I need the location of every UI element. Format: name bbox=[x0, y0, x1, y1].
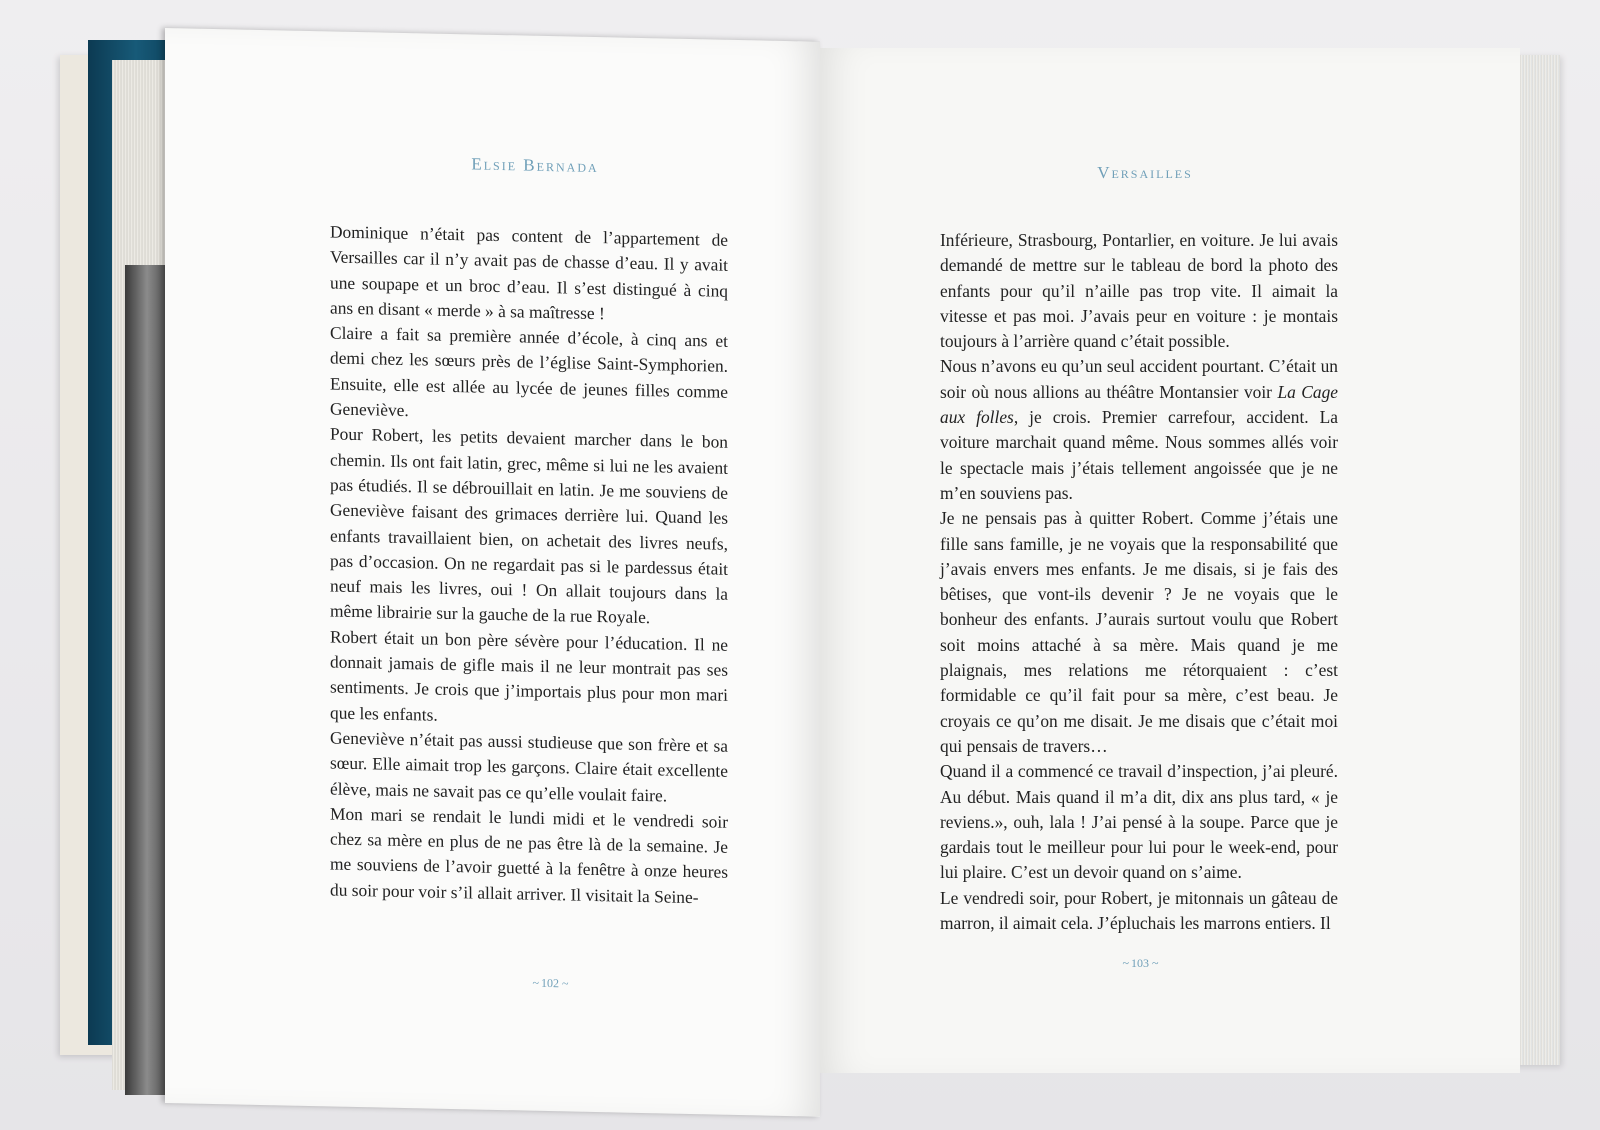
folio-ornament-left: ~ bbox=[532, 975, 538, 990]
right-paragraph-5: Le vendredi soir, pour Robert, je mitonnais un gâteau de marron, il aimait cela. J’épluchais les marrons entiers. Il bbox=[940, 887, 1338, 934]
left-paragraph-6: Mon mari se rendait le lundi midi et le vendredi soir chez sa mère en plus de ne pas être là de la semaine. Je me souviens de l’avoir guetté à la fenêtre à onze heures du soir pour voir s’il allait arriver. Il visitait la Seine- bbox=[330, 803, 728, 907]
left-paragraph-1: Dominique n’était pas content de l’appartement de Versailles car il n’y avait pas de chasse d’eau. Il y avait une soupape et un broc d’eau. Il s’est distingué à cinq ans en disant « merde » à sa maîtresse ! bbox=[330, 221, 728, 324]
right-paragraph-2-end: , je crois. Premier carrefour, accident. La voiture marchait quand même. Nous sommes allés voir le spectacle mais j’étais tellement angoissée que je ne m’en souviens pas. bbox=[940, 407, 1338, 503]
play-title: La Cage aux folles bbox=[940, 381, 1338, 428]
right-paragraph-3: Je ne pensais pas à quitter Robert. Comme j’étais une fille sans famille, je ne voyais que la responsabilité que j’avais envers mes enfants. Je me disais, si je fais des bêtises, que vont-ils devenir ? Je ne voyais que le bonheur des enfants. J’aurais surtout voulu que Robert soit moins attaché à sa mère. Mais quand je me plaignais, mes relations me rétorquaient : c’est formidable ce qu’il fait pour sa mère, c’est beau. Je croyais ce qu’on me disait. Je me disais que c’était moi qui pensais de travers… bbox=[940, 508, 1338, 756]
left-page bbox=[165, 28, 820, 1117]
right-body-text bbox=[940, 228, 1338, 936]
left-paragraph-5: Geneviève n’était pas aussi studieuse que son frère et sa sœur. Elle aimait trop les garçons. Claire était excellente élève, mais ne savait pas ce qu’elle voulait faire. bbox=[330, 727, 728, 806]
left-running-head: Elsie Bernada bbox=[471, 154, 599, 177]
left-paragraph-2: Claire a fait sa première année d’école, à cinq ans et demi chez les sœurs près de l’église Saint-Symphorien. Ensuite, elle est allée au lycée de jeunes filles comme Geneviève. bbox=[330, 322, 728, 421]
right-paragraph-2-start: Nous n’avons eu qu’un seul accident pourtant. C’était un soir où nous allions au théâtre Montansier voir bbox=[940, 356, 1338, 402]
right-folio bbox=[1080, 956, 1200, 971]
folio-ornament-right: ~ bbox=[562, 976, 568, 991]
folio-ornament-left: ~ bbox=[1122, 956, 1128, 970]
right-page bbox=[820, 48, 1520, 1073]
right-running-head: Versailles bbox=[1097, 163, 1193, 182]
left-folio bbox=[490, 975, 610, 993]
right-paragraph-2 bbox=[940, 354, 1338, 506]
right-paragraph-1: Inférieure, Strasbourg, Pontarlier, en voiture. Je lui avais demandé de mettre sur le tableau de bord la photo des enfants pour qu’il n’aille pas trop vite. Il aimait la vitesse et pas moi. J’avais peur en voiture : je montais toujours à l’arrière quand c’était possible. bbox=[940, 230, 1338, 352]
folio-ornament-right: ~ bbox=[1152, 956, 1158, 970]
right-page-number: 103 bbox=[1131, 956, 1149, 970]
right-paragraph-4: Quand il a commencé ce travail d’inspection, j’ai pleuré. Au début. Mais quand il m’a dit, dix ans plus tard, « je reviens.», ouh, lala ! J’ai pensé à la soupe. Parce que je gardais tout le meilleur pour lui pour le week-end, pour lui plaire. C’est un devoir quand on s’aime. bbox=[940, 761, 1338, 883]
left-page-number: 102 bbox=[541, 975, 559, 991]
left-paragraph-4: Robert était un bon père sévère pour l’éducation. Il ne donnait jamais de gifle mais il ne leur montrait pas ses sentiments. Je crois que j’importais plus pour mon mari que les enfants. bbox=[330, 626, 728, 725]
left-paragraph-3: Pour Robert, les petits devaient marcher dans le bon chemin. Ils ont fait latin, grec, même si lui ne les avaient pas étudiés. Il se débrouillait en latin. Je me souviens de Geneviève faisant des grimaces derrière lui. Quand les enfants travaillaient bien, on achetait des livres neufs, pas d’occasion. On ne regardait pas si le pardessus était neuf mais les livres, oui ! On allait toujours dans la même librairie sur la gauche de la rue Royale. bbox=[330, 423, 728, 628]
left-body-text bbox=[330, 219, 728, 910]
